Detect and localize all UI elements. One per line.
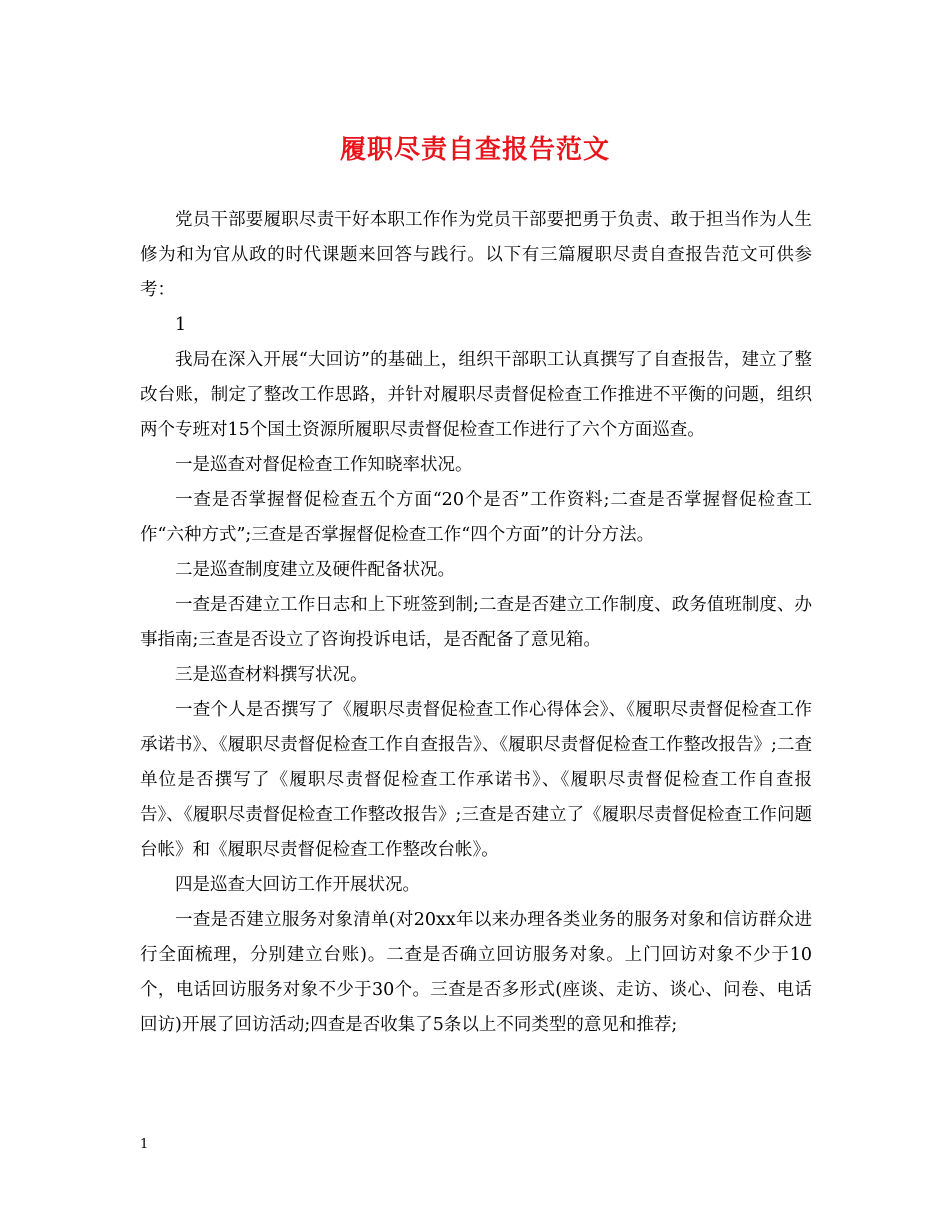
document-title: 履职尽责自查报告范文 — [339, 135, 610, 165]
section-heading: 三是巡查材料撰写状况。 — [175, 665, 368, 685]
section-heading: 二是巡查制度建立及硬件配备状况。 — [175, 560, 455, 580]
body-paragraph: 一查是否建立服务对象清单(对20xx年以来办理各类业务的服务对象和信访群众进行全面梳理，分别建立台账)。二查是否确立回访服务对象。上门回访对象不少于10个，电话回访服务对象不少于30个。三查是否多形式(座谈、走访、谈心、问卷、电话回访)开展了回访活动;四查是否收集了5条以上不同类型的意见和推荐; — [140, 910, 812, 1035]
body-paragraph: 一查是否掌握督促检查五个方面“20个是否”工作资料;二查是否掌握督促检查工作“六种方式”;三查是否掌握督促检查工作“四个方面”的计分方法。 — [140, 490, 812, 545]
body-paragraph: 我局在深入开展“大回访”的基础上，组织干部职工认真撰写了自查报告，建立了整改台账，制定了整改工作思路，并针对履职尽责督促检查工作推进不平衡的问题，组织两个专班对15个国土资源所履职尽责督促检查工作进行了六个方面巡查。 — [140, 350, 812, 440]
body-paragraph: 一查个人是否撰写了《履职尽责督促检查工作心得体会》、《履职尽责督促检查工作承诺书》、《履职尽责督促检查工作自查报告》、《履职尽责督促检查工作整改报告》;二查单位是否撰写了《履职尽责督促检查工作承诺书》、《履职尽责督促检查工作自查报告》、《履职尽责督促检查工作整改报告》;三查是否建立了《履职尽责督促检查工作问题台帐》和《履职尽责督促检查工作整改台帐》。 — [140, 700, 812, 860]
document-body — [140, 203, 812, 1043]
page-number: 1 — [140, 1137, 149, 1152]
section-number: 1 — [175, 315, 187, 335]
intro-paragraph: 党员干部要履职尽责干好本职工作作为党员干部要把勇于负责、敢于担当作为人生修为和为官从政的时代课题来回答与践行。以下有三篇履职尽责自查报告范文可供参考： — [140, 210, 812, 300]
section-heading: 一是巡查对督促检查工作知晓率状况。 — [175, 455, 473, 475]
section-heading: 四是巡查大回访工作开展状况。 — [175, 875, 420, 895]
body-paragraph: 一查是否建立工作日志和上下班签到制;二查是否建立工作制度、政务值班制度、办事指南;三查是否设立了咨询投诉电话，是否配备了意见箱。 — [140, 595, 812, 650]
